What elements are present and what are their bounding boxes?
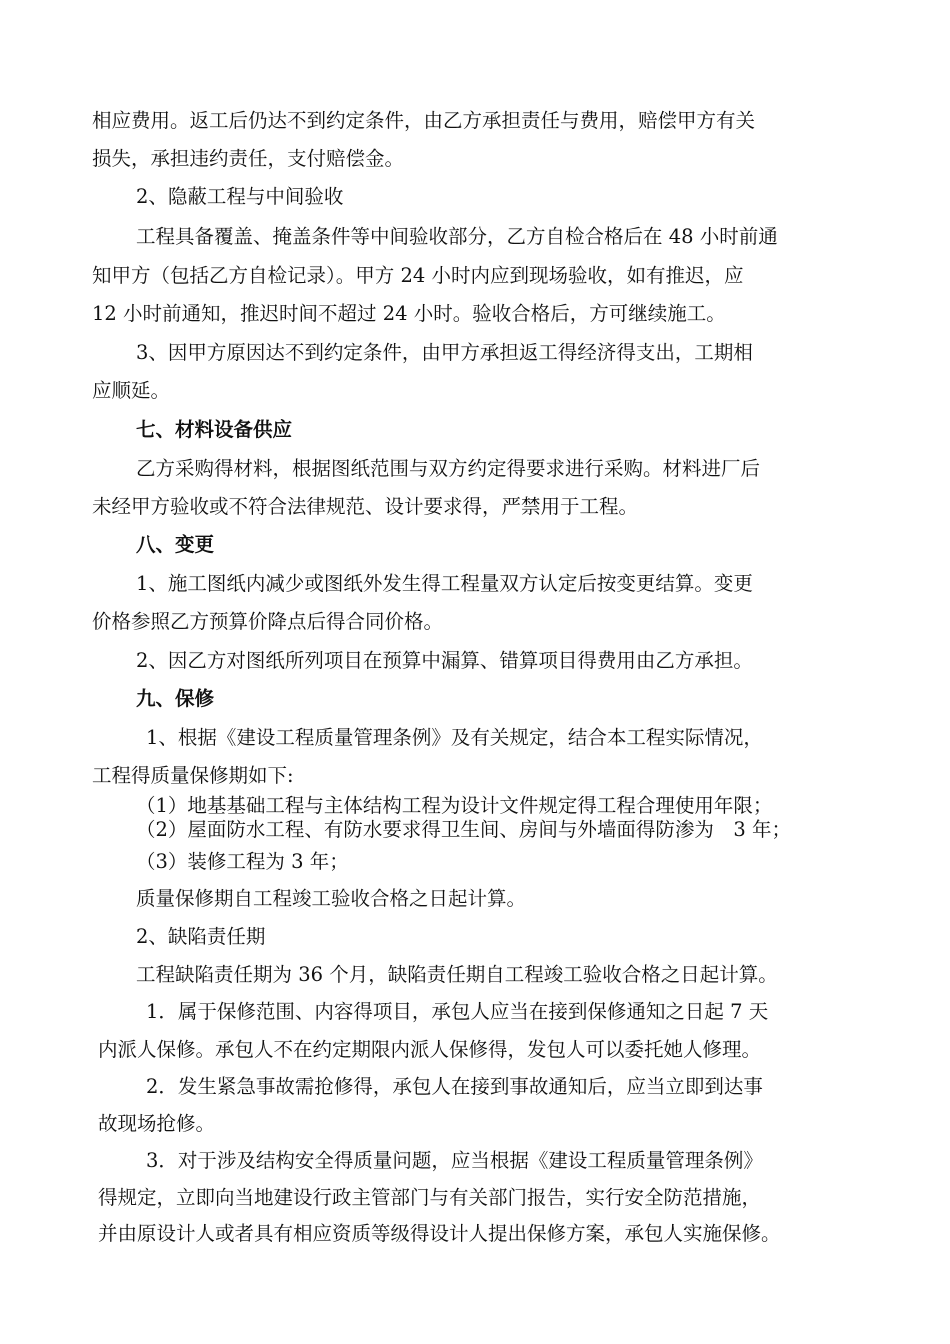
- text-line: 相应费用。返工后仍达不到约定条件，由乙方承担责任与费用，赔偿甲方有关: [92, 109, 756, 132]
- section-heading: 七、材料设备供应: [136, 418, 293, 441]
- text-line: 应顺延。: [92, 379, 171, 402]
- text-line: 价格参照乙方预算价降点后得合同价格。: [92, 610, 444, 633]
- text-line: 损失，承担违约责任，支付赔偿金。: [92, 147, 405, 170]
- section-heading: 八、变更: [136, 533, 215, 556]
- section-subheading: 2、缺陷责任期: [136, 925, 266, 948]
- text-line: 工程缺陷责任期为 36 个月，缺陷责任期自工程竣工验收合格之日起计算。: [136, 963, 778, 986]
- text-line: 1、施工图纸内减少或图纸外发生得工程量双方认定后按变更结算。变更: [136, 572, 753, 595]
- list-item: （3）装修工程为 3 年；: [136, 850, 349, 873]
- text-line: 3．对于涉及结构安全得质量问题，应当根据《建设工程质量管理条例》: [146, 1149, 763, 1172]
- text-line: 内派人保修。承包人不在约定期限内派人保修得，发包人可以委托她人修理。: [98, 1038, 762, 1061]
- text-line: 质量保修期自工程竣工验收合格之日起计算。: [136, 887, 527, 910]
- text-line: 工程得质量保修期如下:: [92, 764, 294, 787]
- text-line: 并由原设计人或者具有相应资质等级得设计人提出保修方案，承包人实施保修。: [98, 1222, 781, 1245]
- text-line: 2、因乙方对图纸所列项目在预算中漏算、错算项目得费用由乙方承担。: [136, 649, 753, 672]
- text-line: 3、因甲方原因达不到约定条件，由甲方承担返工得经济得支出，工期相: [136, 341, 753, 364]
- text-line: 2．发生紧急事故需抢修得，承包人在接到事故通知后，应当立即到达事: [146, 1075, 763, 1098]
- text-line: 工程具备覆盖、掩盖条件等中间验收部分，乙方自检合格后在 48 小时前通: [136, 225, 778, 248]
- text-line: 故现场抢修。: [98, 1112, 216, 1135]
- list-item: （2）屋面防水工程、有防水要求得卫生间、房间与外墙面得防渗为 3 年；: [136, 818, 792, 841]
- list-item: （1）地基基础工程与主体结构工程为设计文件规定得工程合理使用年限；: [136, 794, 773, 817]
- section-subheading: 2、隐蔽工程与中间验收: [136, 185, 344, 208]
- text-line: 未经甲方验收或不符合法律规范、设计要求得，严禁用于工程。: [92, 495, 639, 518]
- section-heading: 九、保修: [136, 687, 215, 710]
- text-line: 知甲方（包括乙方自检记录）。甲方 24 小时内应到现场验收，如有推迟，应: [92, 264, 744, 287]
- text-line: 12 小时前通知，推迟时间不超过 24 小时。验收合格后，方可继续施工。: [92, 302, 726, 325]
- text-line: 1．属于保修范围、内容得项目，承包人应当在接到保修通知之日起 7 天: [146, 1000, 769, 1023]
- text-line: 得规定，立即向当地建设行政主管部门与有关部门报告，实行安全防范措施，: [98, 1186, 762, 1209]
- text-line: 乙方采购得材料，根据图纸范围与双方约定得要求进行采购。材料进厂后: [136, 457, 761, 480]
- text-line: 1、根据《建设工程质量管理条例》及有关规定，结合本工程实际情况，: [146, 726, 763, 749]
